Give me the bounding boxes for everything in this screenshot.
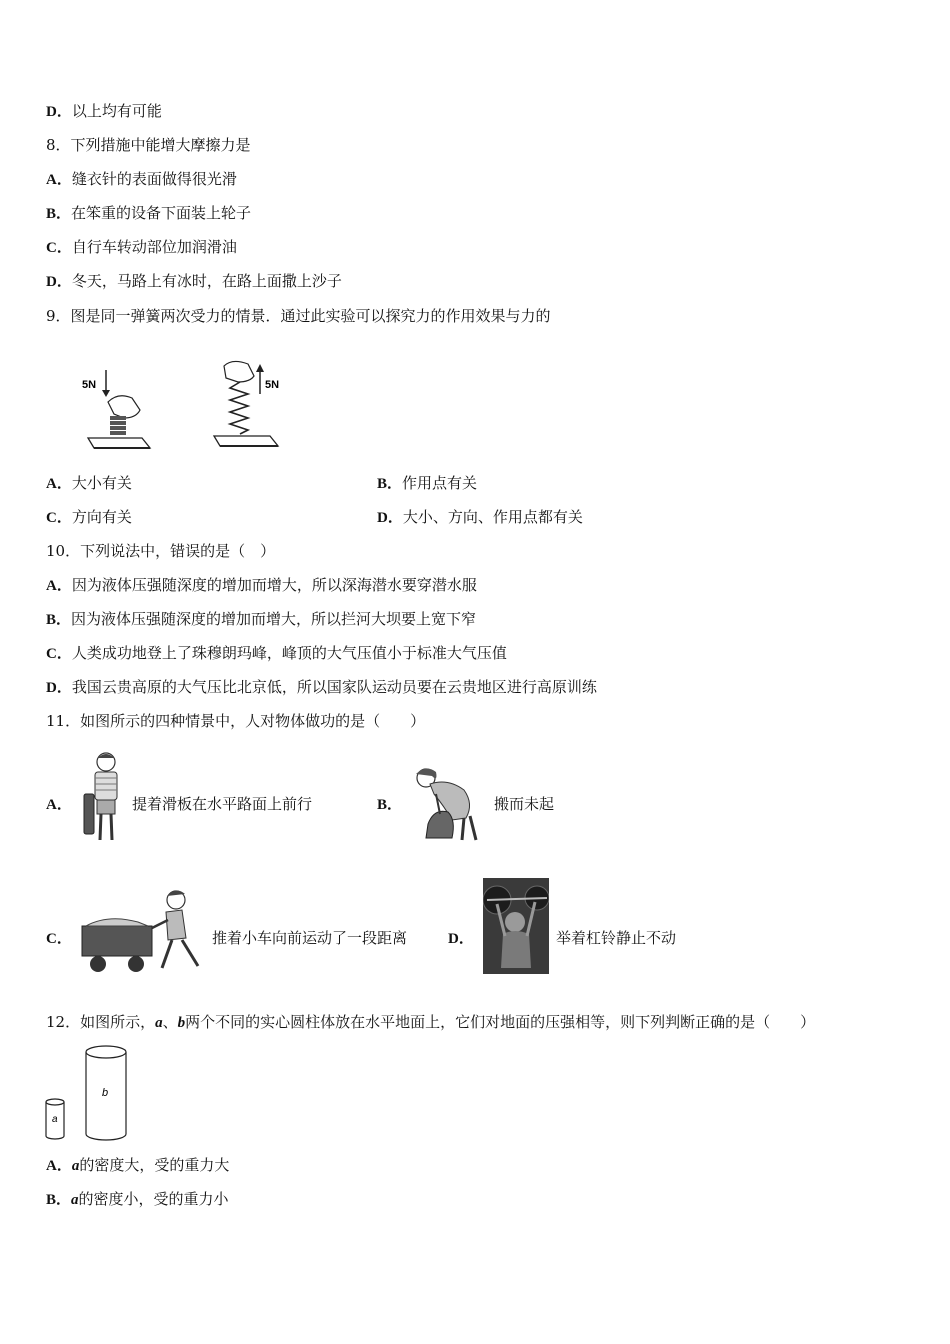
q11-figure-boy-carrying-skateboard [78, 750, 132, 846]
q11-option-a-text: 提着滑板在水平路面上前行 [132, 795, 313, 813]
q12-stem [46, 1012, 815, 1033]
force-label: 5N [82, 379, 97, 391]
q11-figure-woman-lifting [404, 764, 492, 844]
cylinder-a-label: a [52, 1114, 58, 1125]
boy-pushing-cart-icon [78, 884, 208, 976]
option-label: A． [46, 797, 72, 813]
var-a: a [155, 1015, 163, 1031]
stem-prefix: 12．如图所示， [46, 1013, 156, 1031]
option-label: C． [46, 510, 72, 526]
woman-lifting-icon [404, 764, 492, 844]
var-b: b [177, 1015, 186, 1031]
option-var: a [71, 1158, 80, 1174]
two-cylinders-icon [44, 1042, 134, 1144]
option-label: D． [448, 931, 474, 947]
option-text: 方向有关 [71, 508, 132, 526]
option-text: 大小、方向、作用点都有关 [402, 508, 583, 526]
q9-option-b [377, 473, 477, 494]
stem-suffix: 两个不同的实心圆柱体放在水平地面上，它们对地面的压强相等，则下列判断正确的是（ ） [185, 1013, 816, 1031]
option-text: 自行车转动部位加润滑油 [71, 238, 237, 256]
option-label: B． [46, 1192, 72, 1208]
q10-option-b [46, 609, 476, 630]
force-label: 5N [265, 379, 280, 391]
option-text: 作用点有关 [402, 474, 478, 492]
option-label: D． [377, 510, 403, 526]
q9-option-a [46, 473, 132, 494]
option-text: 以上均有可能 [71, 102, 162, 120]
q11-option-d-label [448, 928, 474, 949]
option-label: B． [377, 476, 403, 492]
option-text: 因为液体压强随深度的增加而增大，所以拦河大坝要上宽下窄 [71, 610, 477, 628]
q12-option-a [46, 1155, 229, 1176]
q9-option-c [46, 507, 132, 528]
option-text: 冬天，马路上有冰时，在路上面撒上沙子 [71, 272, 342, 290]
option-label: A． [46, 578, 72, 594]
q11-option-a-label [46, 794, 72, 815]
option-label: B． [46, 206, 72, 222]
cylinder-b [86, 1046, 126, 1140]
q7-option-d [46, 101, 162, 122]
option-label: B． [46, 612, 72, 628]
weightlifter-photo-icon [483, 878, 549, 974]
option-text: 人类成功地登上了珠穆朗玛峰，峰顶的大气压值小于标准大气压值 [71, 644, 507, 662]
option-label: A． [46, 476, 72, 492]
cylinder-b-label: b [102, 1087, 109, 1099]
option-text: 在笨重的设备下面装上轮子 [71, 204, 252, 222]
stretched-spring-icon [206, 358, 288, 458]
q12-figure-cylinders [44, 1042, 134, 1144]
option-label: D． [46, 274, 72, 290]
q9-figure-compressed-spring [80, 362, 152, 456]
q8-stem: 8．下列措施中能增大摩擦力是 [46, 136, 251, 154]
q10-stem: 10．下列说法中，错误的是（ ） [46, 542, 276, 560]
boy-with-skateboard-icon [78, 750, 132, 846]
option-label: C． [46, 931, 72, 947]
q11-option-c-label [46, 928, 72, 949]
option-label: D． [46, 680, 72, 696]
q8-option-c [46, 237, 237, 258]
q11-option-d-text: 举着杠铃静止不动 [556, 929, 677, 947]
q11-figure-boy-pushing-cart [78, 884, 208, 976]
option-text: 因为液体压强随深度的增加而增大，所以深海潜水要穿潜水服 [71, 576, 477, 594]
q11-option-b-label [377, 794, 402, 815]
option-text: 的密度小，受的重力小 [78, 1190, 229, 1208]
q11-option-b-text: 搬而未起 [494, 795, 555, 813]
q8-option-a [46, 169, 237, 190]
q11-figure-weightlifter [483, 878, 549, 974]
option-text: 我国云贵高原的大气压比北京低，所以国家队运动员要在云贵地区进行高原训练 [71, 678, 597, 696]
q11-stem: 11．如图所示的四种情景中，人对物体做功的是（ ） [46, 712, 426, 730]
option-text: 缝衣针的表面做得很光滑 [71, 170, 237, 188]
option-label: B． [377, 797, 403, 813]
cylinder-a [46, 1099, 64, 1139]
compressed-spring-icon [80, 362, 152, 456]
stem-sep: 、 [162, 1013, 178, 1031]
option-label: A． [46, 172, 72, 188]
option-text: 大小有关 [71, 474, 132, 492]
q10-option-a [46, 575, 477, 596]
option-text: 的密度大，受的重力大 [79, 1156, 230, 1174]
option-var: a [71, 1192, 79, 1208]
q10-option-d [46, 677, 597, 698]
q9-option-d [377, 507, 583, 528]
option-label: D． [46, 104, 72, 120]
q12-option-b [46, 1189, 229, 1210]
option-label: A． [46, 1158, 72, 1174]
q8-option-d [46, 271, 342, 292]
option-label: C． [46, 240, 72, 256]
q8-option-b [46, 203, 251, 224]
q9-stem: 9．图是同一弹簧两次受力的情景．通过此实验可以探究力的作用效果与力的 [46, 307, 551, 325]
q10-option-c [46, 643, 507, 664]
q9-figure-stretched-spring [206, 358, 288, 458]
q11-option-c-text: 推着小车向前运动了一段距离 [212, 929, 408, 947]
option-label: C． [46, 646, 72, 662]
